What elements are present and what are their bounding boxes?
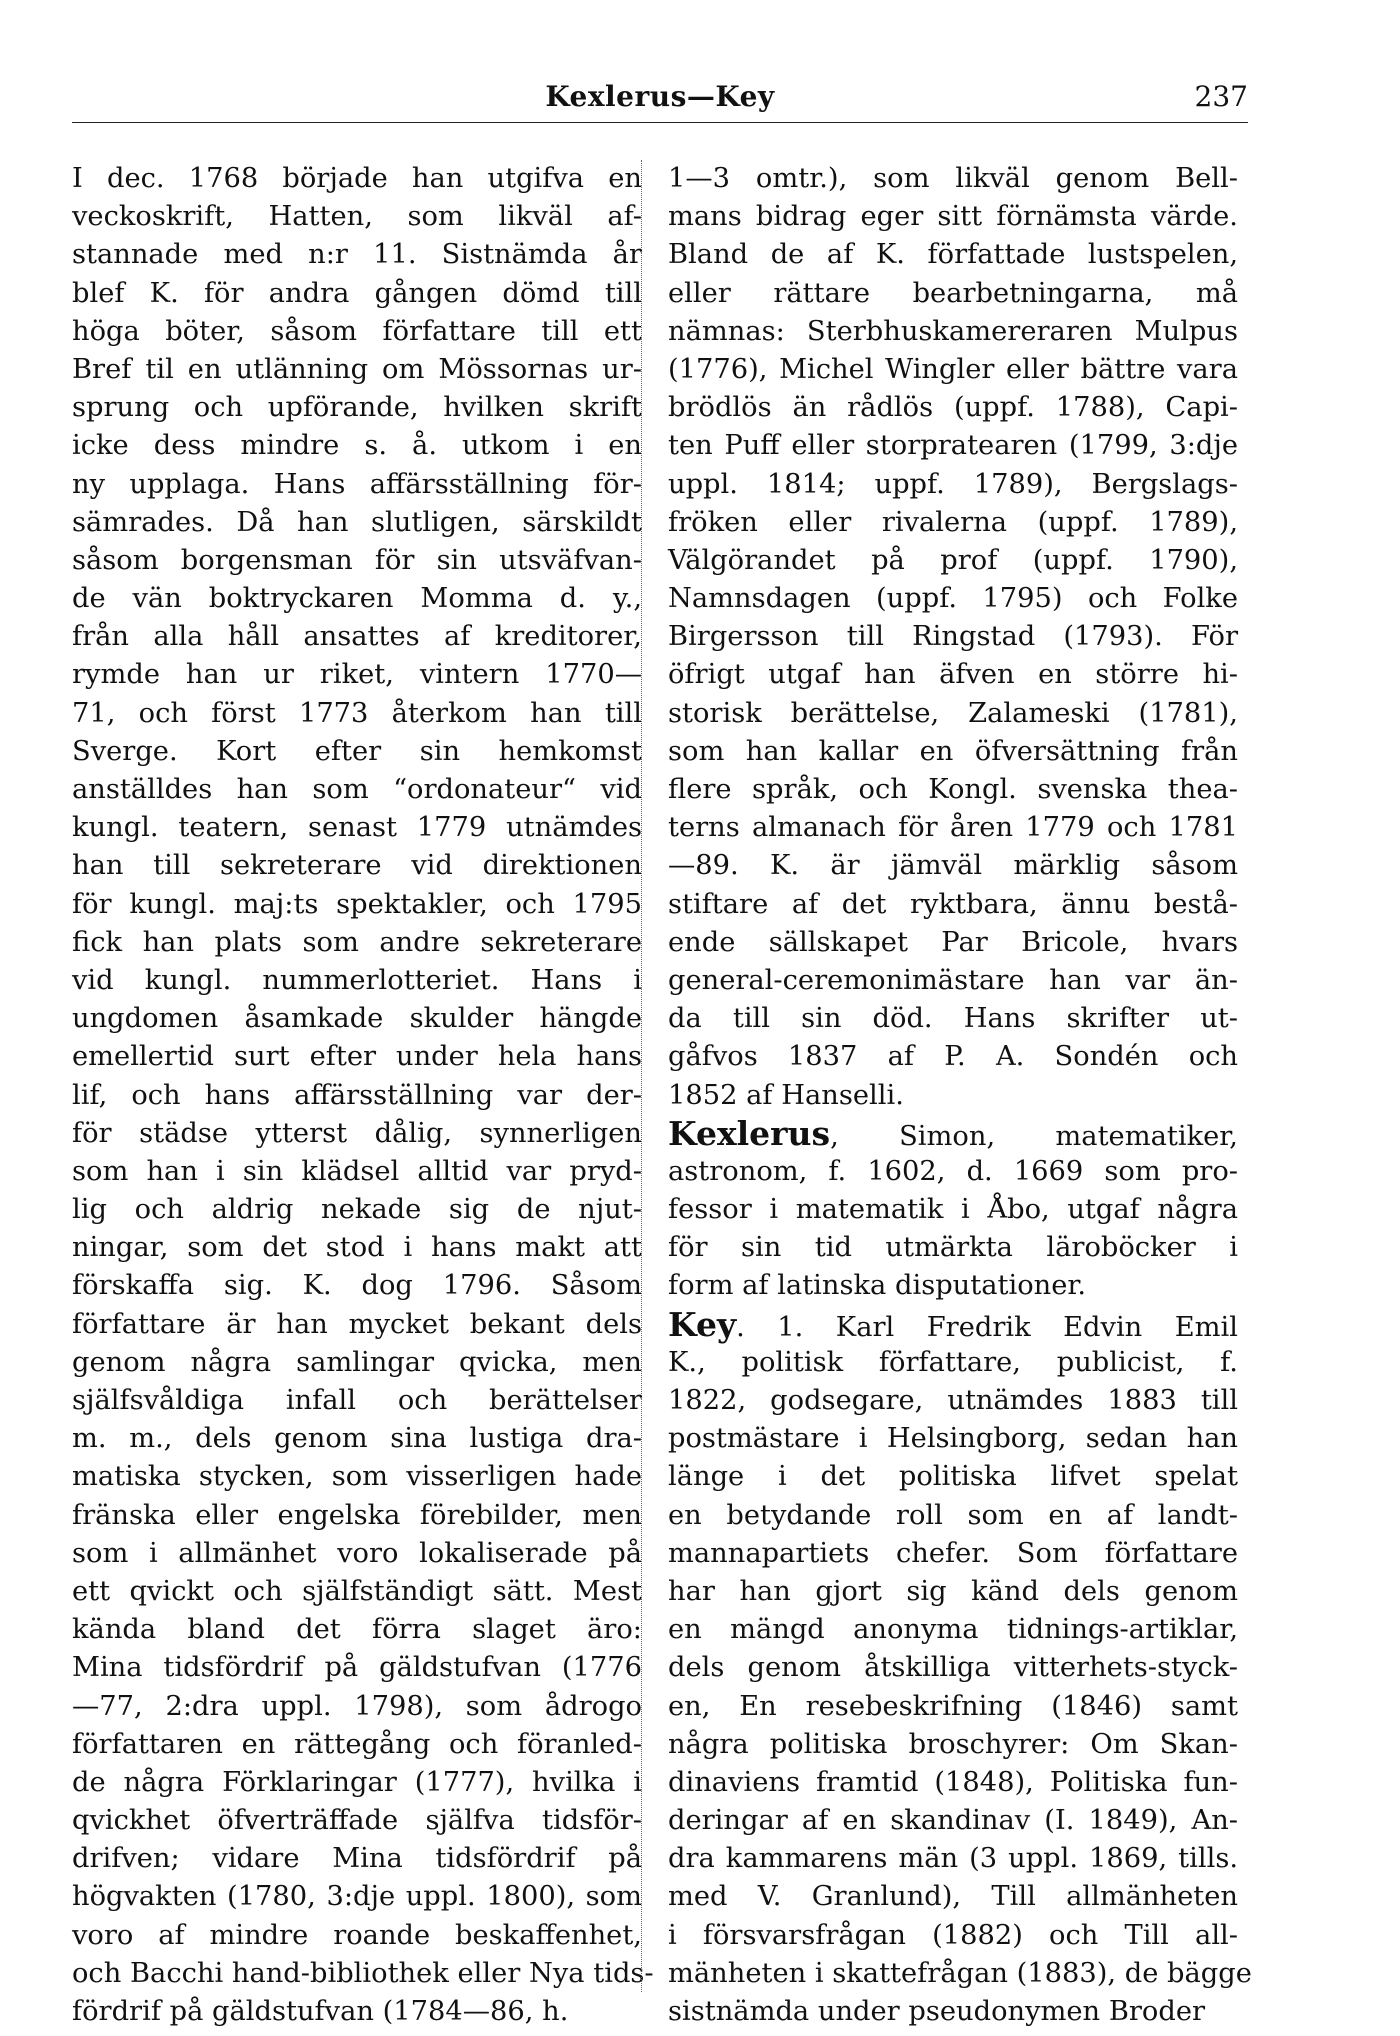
- text-line: drifven; vidare Mina tidsfördrif på: [72, 1843, 642, 1875]
- text-line: ten Puff eller storpratearen (1799, 3:dje: [668, 430, 1238, 462]
- text-line: general-ceremonimästare han var än-: [668, 964, 1238, 996]
- text-line: fränska eller engelska förebilder, men: [72, 1499, 642, 1531]
- text-line: sistnämda under pseudonymen Broder: [668, 1996, 1206, 2027]
- text-line: stannade med n:r 11. Sistnämda år: [72, 239, 642, 271]
- text-line: som han kallar en öfversättning från: [668, 735, 1238, 767]
- text-line: ungdomen åsamkade skulder hängde: [72, 1003, 642, 1035]
- text-line: veckoskrift, Hatten, som likväl af-: [72, 201, 642, 233]
- text-line: dinaviens framtid (1848), Politiska fun-: [668, 1766, 1238, 1798]
- text-line: han till sekreterare vid direktionen: [72, 850, 642, 882]
- text-line: 71, och först 1773 återkom han till: [72, 697, 642, 729]
- text-line: kungl. teatern, senast 1779 utnämdes: [72, 812, 642, 844]
- text-line: Bref til en utlänning om Mössornas ur-: [72, 353, 642, 385]
- text-line: terns almanach för åren 1779 och 1781: [668, 812, 1238, 844]
- text-line: kända bland det förra slaget äro:: [72, 1614, 642, 1646]
- text-line: form af latinska disputationer.: [668, 1270, 1087, 1302]
- text-line: dels genom åtskilliga vitterhets-styck-: [668, 1652, 1238, 1684]
- text-line: från alla håll ansattes af kreditorer,: [72, 621, 642, 653]
- text-line: astronom, f. 1602, d. 1669 som pro-: [668, 1155, 1238, 1187]
- text-line: flere språk, och Kongl. svenska thea-: [668, 774, 1238, 805]
- text-line: en betydande roll som en af landt-: [668, 1499, 1238, 1531]
- text-line: uppl. 1814; uppf. 1789), Bergslags-: [668, 468, 1238, 500]
- text-line: qvickhet öfverträffade själfva tidsför-: [72, 1805, 642, 1837]
- text-line: m. m., dels genom sina lustiga dra-: [72, 1423, 642, 1455]
- text-line: brödlös än rådlös (uppf. 1788), Capi-: [668, 392, 1238, 424]
- text-line: en mängd anonyma tidnings-artiklar,: [668, 1614, 1238, 1646]
- text-line: genom några samlingar qvicka, men: [72, 1346, 642, 1378]
- text-line: för städse ytterst dålig, synnerligen: [72, 1117, 642, 1149]
- text-line: länge i det politiska lifvet spelat: [668, 1461, 1238, 1493]
- text-line: ett qvickt och själfständigt sätt. Mest: [72, 1575, 642, 1607]
- text-line: storisk berättelse, Zalameski (1781),: [668, 697, 1238, 729]
- text-line: Key. 1. Karl Fredrik Edvin Emil: [668, 1304, 1238, 1344]
- text-line: —77, 2:dra uppl. 1798), som ådrogo: [72, 1690, 642, 1722]
- text-line: postmästare i Helsingborg, sedan han: [668, 1423, 1238, 1455]
- text-line: lig och aldrig nekade sig de njut-: [72, 1194, 642, 1226]
- column-divider: [641, 160, 642, 1992]
- text-line: mänheten i skattefrågan (1883), de bägge: [668, 1957, 1252, 1989]
- entry-headword: Kexlerus: [668, 1113, 831, 1153]
- text-line: I dec. 1768 började han utgifva en: [72, 163, 642, 194]
- text-line: rymde han ur riket, vintern 1770—: [72, 659, 642, 691]
- text-line: stiftare af det ryktbara, ännu bestå-: [668, 888, 1238, 920]
- text-line: Birgersson till Ringstad (1793). För: [668, 621, 1238, 653]
- text-line: de vän boktryckaren Momma d. y.,: [72, 583, 642, 615]
- text-line: fick han plats som andre sekreterare: [72, 926, 642, 958]
- text-line: såsom borgensman för sin utsväfvan-: [72, 544, 642, 576]
- text-line: nämnas: Sterbhuskamereraren Mulpus: [668, 315, 1238, 347]
- text-line: ny upplaga. Hans affärsställning för-: [72, 468, 642, 500]
- text-line: icke dess mindre s. å. utkom i en: [72, 430, 642, 462]
- text-line: —89. K. är jämväl märklig såsom: [668, 850, 1238, 882]
- entry-headword: Key: [668, 1304, 737, 1344]
- text-line: och Bacchi hand-bibliothek eller Nya tids-: [72, 1957, 654, 1989]
- text-line: deringar af en skandinav (I. 1849), An-: [668, 1805, 1238, 1837]
- page-number: 237: [1194, 80, 1248, 113]
- text-line: höga böter, såsom författare till ett: [72, 315, 642, 347]
- text-line: har han gjort sig känd dels genom: [668, 1575, 1238, 1607]
- text-line: Välgörandet på prof (uppf. 1790),: [668, 544, 1238, 576]
- left-column: [72, 160, 654, 2031]
- text-line: sämrades. Då han slutligen, särskildt: [72, 506, 642, 538]
- text-line: de några Förklaringar (1777), hvilka i: [72, 1766, 642, 1798]
- text-line: Bland de af K. författade lustspelen,: [668, 239, 1238, 271]
- text-line: sprung och upförande, hvilken skrift: [72, 392, 642, 424]
- text-line: som i allmänhet voro lokaliserade på: [72, 1537, 642, 1569]
- text-line: dra kammarens män (3 uppl. 1869, tills.: [668, 1843, 1238, 1875]
- text-line: eller rättare bearbetningarna, må: [668, 277, 1238, 309]
- text-line: lif, och hans affärsställning var der-: [72, 1079, 642, 1111]
- text-line: mans bidrag eger sitt förnämsta värde.: [668, 201, 1238, 233]
- text-line: K., politisk författare, publicist, f.: [668, 1346, 1238, 1378]
- text-line: själfsvåldiga infall och berättelser: [72, 1385, 642, 1416]
- text-line: för kungl. maj:ts spektakler, och 1795: [72, 888, 642, 920]
- text-line: mannapartiets chefer. Som författare: [668, 1537, 1238, 1569]
- header-rule: [72, 122, 1248, 123]
- text-line: som han i sin klädsel alltid var pryd-: [72, 1155, 642, 1187]
- text-line: i försvarsfrågan (1882) och Till all-: [668, 1919, 1238, 1951]
- text-line: författaren en rättegång och föranled-: [72, 1728, 642, 1760]
- text-line: gåfvos 1837 af P. A. Sondén och: [668, 1041, 1238, 1073]
- text-line: författare är han mycket bekant dels: [72, 1308, 642, 1340]
- text-line: matiska stycken, som visserligen hade: [72, 1461, 642, 1493]
- text-line: blef K. för andra gången dömd till: [72, 277, 642, 309]
- text-line: en, En resebeskrifning (1846) samt: [668, 1690, 1238, 1722]
- text-line: för sin tid utmärkta läroböcker i: [668, 1232, 1238, 1264]
- text-line: förskaffa sig. K. dog 1796. Såsom: [72, 1270, 642, 1302]
- text-line: några politiska broschyrer: Om Skan-: [668, 1728, 1238, 1760]
- text-line: Sverge. Kort efter sin hemkomst: [72, 735, 642, 767]
- page-header: [72, 80, 1248, 122]
- text-line: fessor i matematik i Åbo, utgaf några: [668, 1194, 1238, 1226]
- text-line: emellertid surt efter under hela hans: [72, 1041, 642, 1073]
- text-line: vid kungl. nummerlotteriet. Hans i: [72, 964, 642, 996]
- text-line: voro af mindre roande beskaffenhet,: [72, 1919, 642, 1951]
- text-line: Namnsdagen (uppf. 1795) och Folke: [668, 583, 1238, 615]
- text-line: fröken eller rivalerna (uppf. 1789),: [668, 506, 1238, 538]
- text-line: 1852 af Hanselli.: [668, 1079, 904, 1111]
- text-line: 1822, godsegare, utnämdes 1883 till: [668, 1385, 1238, 1416]
- text-line: da till sin död. Hans skrifter ut-: [668, 1003, 1238, 1035]
- text-line: med V. Granlund), Till allmänheten: [668, 1881, 1238, 1913]
- text-line: Mina tidsfördrif på gäldstufvan (1776: [72, 1652, 642, 1684]
- running-head: Kexlerus—Key: [545, 80, 775, 113]
- text-line: (1776), Michel Wingler eller bättre vara: [668, 353, 1238, 385]
- text-line: Kexlerus, Simon, matematiker,: [668, 1113, 1238, 1153]
- text-line: ningar, som det stod i hans makt att: [72, 1232, 642, 1264]
- text-line: 1—3 omtr.), som likväl genom Bell-: [668, 163, 1238, 194]
- right-column: [668, 160, 1252, 2031]
- text-line: anställdes han som “ordonateur“ vid: [72, 774, 642, 805]
- text-line: ende sällskapet Par Bricole, hvars: [668, 926, 1238, 958]
- text-line: högvakten (1780, 3:dje uppl. 1800), som: [72, 1881, 642, 1913]
- text-line: öfrigt utgaf han äfven en större hi-: [668, 659, 1238, 691]
- text-line: fördrif på gäldstufvan (1784—86, h.: [72, 1996, 569, 2027]
